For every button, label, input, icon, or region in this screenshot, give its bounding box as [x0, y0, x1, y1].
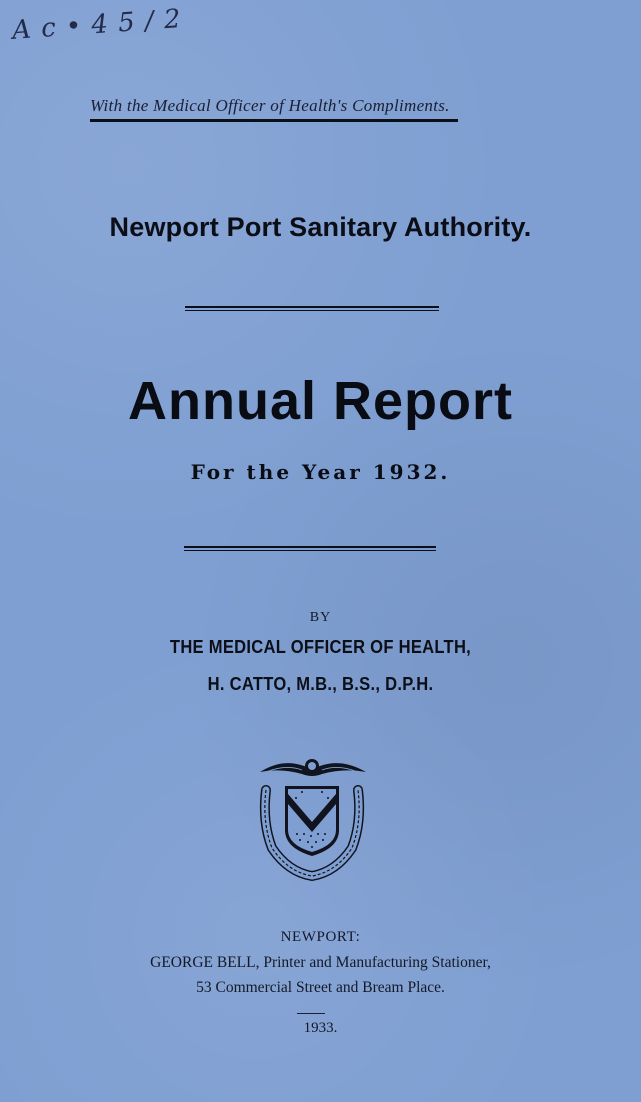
author-name: H. CATTO, M.B., B.S., D.P.H.: [207, 674, 434, 694]
divider-top: [185, 306, 439, 311]
by-label: BY: [309, 610, 332, 625]
compliments-line: With the Medical Officer of Health's Compliments.: [90, 96, 450, 115]
printer-place: NEWPORT:: [280, 929, 361, 945]
compliments-underline: [90, 119, 458, 122]
divider-bottom: [184, 546, 436, 551]
author-title: THE MEDICAL OFFICER OF HEALTH,: [169, 637, 472, 657]
handwritten-reference-note: A c • 4 5 / 2: [11, 4, 183, 46]
printer-address: 53 Commercial Street and Bream Place.: [196, 979, 445, 996]
authority-heading: Newport Port Sanitary Authority.: [109, 212, 532, 242]
printer-name: GEORGE BELL, Printer and Manufacturing Stationer,: [150, 954, 491, 971]
report-title: Annual Report: [128, 371, 513, 431]
publication-year: 1933.: [303, 1020, 338, 1036]
compliments-block: [90, 96, 458, 122]
short-divider: [297, 1013, 325, 1014]
borough-of-newport-seal-icon: [252, 752, 372, 892]
report-year-line: For the Year 1932.: [190, 460, 451, 484]
